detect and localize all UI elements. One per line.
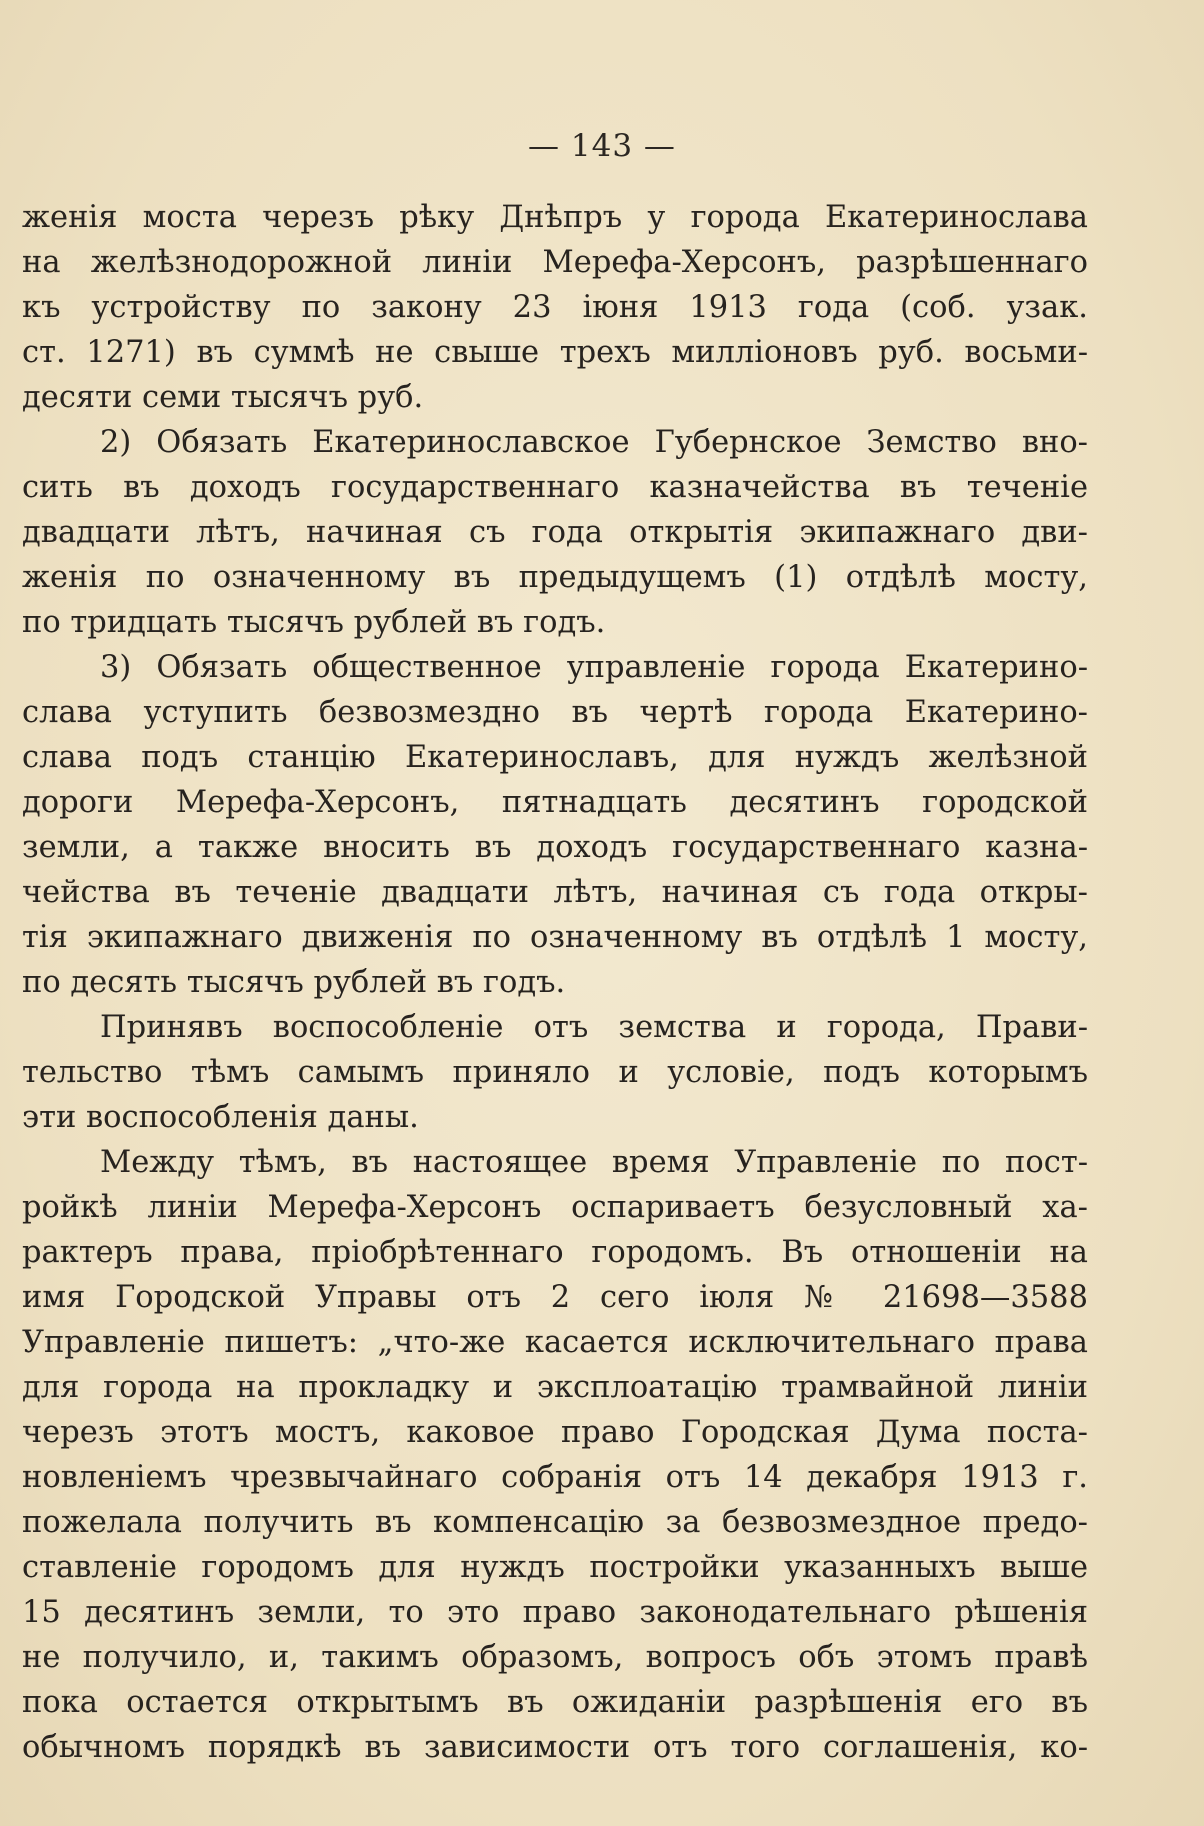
text-line: имя Городской Управы отъ 2 сего іюля № 21698—3588: [22, 1280, 1088, 1315]
text-line: слава подъ станцію Екатеринославъ, для нуждъ желѣзной: [22, 740, 1088, 775]
text-line: для города на прокладку и эксплоатацію трамвайной линіи: [22, 1370, 1088, 1405]
text-line: по десять тысячъ рублей въ годъ.: [22, 965, 566, 1000]
text-line: слава уступить безвозмездно въ чертѣ города Екатерино-: [22, 695, 1088, 730]
text-line: пожелала получить въ компенсацію за безвозмездное предо-: [22, 1505, 1088, 1540]
text-line: не получило, и, такимъ образомъ, вопросъ объ этомъ правѣ: [22, 1640, 1088, 1675]
text-line: Между тѣмъ, въ настоящее время Управленіе по пост-: [100, 1145, 1088, 1180]
text-line: новленіемъ чрезвычайнаго собранія отъ 14 декабря 1913 г.: [22, 1460, 1088, 1495]
text-line: женія по означенному въ предыдущемъ (1) отдѣлѣ мосту,: [22, 560, 1088, 595]
text-line: сить въ доходъ государственнаго казначейства въ теченіе: [22, 470, 1088, 505]
text-line: Управленіе пишетъ: „что-же касается исключительнаго права: [22, 1325, 1088, 1360]
text-line: тельство тѣмъ самымъ приняло и условіе, подъ которымъ: [22, 1055, 1088, 1090]
text-line: двадцати лѣтъ, начиная съ года открытія экипажнаго дви-: [22, 515, 1088, 550]
text-line: къ устройству по закону 23 іюня 1913 года (соб. узак.: [22, 290, 1088, 325]
text-line: ставленіе городомъ для нуждъ постройки указанныхъ выше: [22, 1550, 1088, 1585]
text-line: женія моста черезъ рѣку Днѣпръ у города Екатеринослава: [22, 200, 1088, 235]
text-line: рактеръ права, пріобрѣтеннаго городомъ. Въ отношеніи на: [22, 1235, 1088, 1270]
text-line: 15 десятинъ земли, то это право законодательнаго рѣшенія: [22, 1595, 1088, 1630]
text-line: ст. 1271) въ суммѣ не свыше трехъ милліоновъ руб. восьми-: [22, 335, 1088, 370]
text-line: дороги Мерефа-Херсонъ, пятнадцать десятинъ городской: [22, 785, 1088, 820]
text-line: ройкѣ линіи Мерефа-Херсонъ оспариваетъ безусловный ха-: [22, 1190, 1088, 1225]
page-number: — 143 —: [528, 128, 676, 164]
text-line: 2) Обязать Екатеринославское Губернское Земство вно-: [100, 425, 1088, 460]
text-line: на желѣзнодорожной линіи Мерефа-Херсонъ, разрѣшеннаго: [22, 245, 1088, 280]
body-text: [22, 195, 1088, 1770]
text-line: черезъ этотъ мостъ, каковое право Городская Дума поста-: [22, 1415, 1088, 1450]
text-line: тія экипажнаго движенія по означенному въ отдѣлѣ 1 мосту,: [22, 920, 1088, 955]
text-line: земли, а также вносить въ доходъ государственнаго казна-: [22, 830, 1088, 865]
text-line: чейства въ теченіе двадцати лѣтъ, начиная съ года откры-: [22, 875, 1088, 910]
text-line: 3) Обязать общественное управленіе города Екатерино-: [100, 650, 1088, 685]
text-line: пока остается открытымъ въ ожиданіи разрѣшенія его въ: [22, 1685, 1088, 1720]
text-line: по тридцать тысячъ рублей въ годъ.: [22, 605, 606, 640]
text-line: обычномъ порядкѣ въ зависимости отъ того соглашенія, ко-: [22, 1730, 1088, 1765]
text-line: Принявъ воспособленіе отъ земства и города, Прави-: [100, 1010, 1088, 1045]
text-line: эти воспособленія даны.: [22, 1100, 419, 1135]
text-line: десяти семи тысячъ руб.: [22, 380, 424, 415]
